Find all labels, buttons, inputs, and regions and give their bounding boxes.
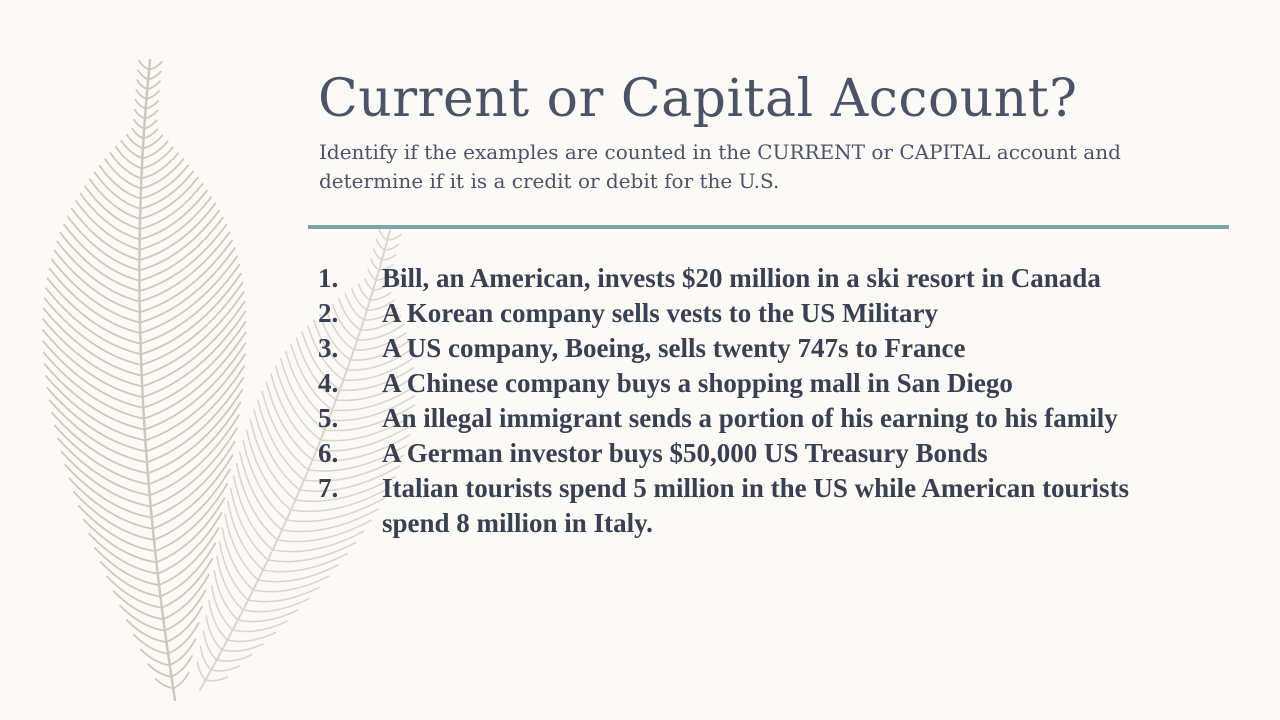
list-item — [318, 296, 1198, 331]
list-item-text: Bill, an American, invests $20 million in a ski resort in Canada — [382, 263, 1101, 293]
list-item-number: 1. — [318, 263, 339, 293]
list-item-text: A Chinese company buys a shopping mall in San Diego — [382, 368, 1013, 398]
list-item-number: 5. — [318, 403, 339, 433]
list-item-text: A Korean company sells vests to the US Military — [382, 298, 938, 328]
list-item-number: 6. — [318, 438, 339, 468]
list-item-number: 2. — [318, 298, 339, 328]
list-item-number: 4. — [318, 368, 339, 398]
list-item — [318, 436, 1198, 471]
list-item-number: 3. — [318, 333, 339, 363]
list-item — [318, 471, 1198, 541]
list-item — [318, 331, 1198, 366]
slide-subtitle: Identify if the examples are counted in the CURRENT or CAPITAL account and determine if it is a credit or debit for the U.S. — [319, 140, 1121, 193]
list-item-number: 7. — [318, 473, 339, 503]
list-item — [318, 401, 1198, 436]
example-list — [318, 261, 1198, 541]
list-item — [318, 366, 1198, 401]
title-divider — [308, 225, 1229, 229]
list-item-text: A US company, Boeing, sells twenty 747s to France — [382, 333, 966, 363]
list-item-text: A German investor buys $50,000 US Treasury Bonds — [382, 438, 988, 468]
slide-title: Current or Capital Account? — [318, 69, 1078, 129]
list-item — [318, 261, 1198, 296]
list-item-text: An illegal immigrant sends a portion of his earning to his family — [382, 403, 1118, 433]
list-item-text: Italian tourists spend 5 million in the US while American tourists spend 8 million in Italy. — [382, 473, 1130, 538]
